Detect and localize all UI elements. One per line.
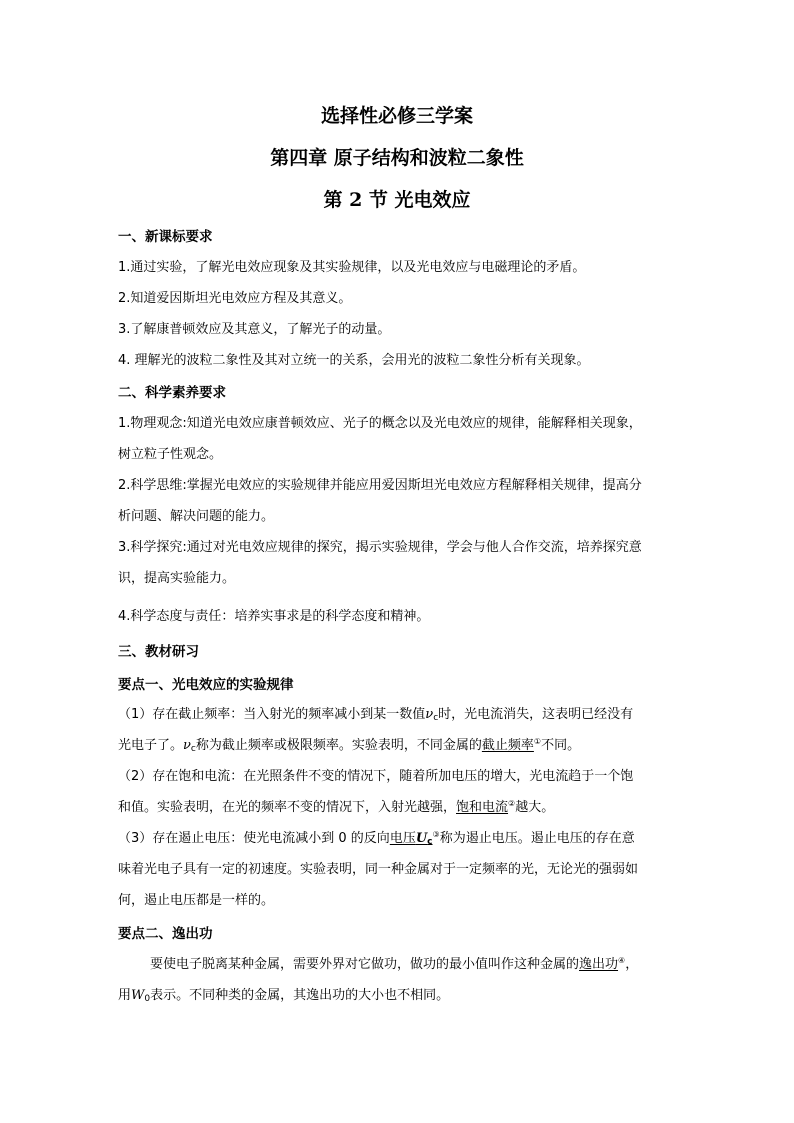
- literacy-item-1b: 树立粒子性观念。: [118, 447, 223, 462]
- literacy-item-2b: 析问题、解决问题的能力。: [118, 509, 275, 524]
- heading-new-standard: 一、新课标要求: [118, 229, 213, 245]
- term-stopping-voltage: 电压$U_c$: [389, 831, 433, 847]
- kp1-para3-line1: （3）存在遏止电压：使光电流减小到 0 的反向电压$U_c^③$称为遏止电压。遏止电压的存在意: [118, 830, 635, 847]
- kp2-para-line1: 要使电子脱离某种金属，需要外界对它做功，做功的最小值叫作这种金属的逸出功④，: [150, 956, 639, 972]
- standard-item-4: 4. 理解光的波粒二象性及其对立统一的关系，会用光的波粒二象性分析有关现象。: [118, 353, 590, 368]
- heading-key-point-1: 要点一、光电效应的实验规律: [118, 677, 294, 693]
- literacy-item-3b: 识，提高实验能力。: [118, 571, 236, 586]
- chapter-title: 第四章 原子结构和波粒二象性: [270, 147, 524, 169]
- heading-textbook-study: 三、教材研习: [118, 644, 199, 660]
- footnote-ref-1: ①: [533, 737, 542, 746]
- kp1-para2-line2: 和值。实验表明，在光的频率不变的情况下，入射光越强，饱和电流②越大。: [118, 799, 555, 815]
- literacy-item-2a: 2.科学思维:掌握光电效应的实验规律并能应用爱因斯坦光电效应方程解释相关规律，提高分: [118, 478, 642, 493]
- footnote-ref-3: ③: [432, 830, 440, 839]
- literacy-item-3a: 3.科学探究:通过对光电效应规律的探究，揭示实验规律，学会与他人合作交流，培养探究意: [118, 540, 642, 555]
- kp1-para3-line2: 味着光电子具有一定的初速度。实验表明，同一种金属对于一定频率的光，无论光的强弱如: [118, 862, 639, 877]
- standard-item-3: 3.了解康普顿效应及其意义，了解光子的动量。: [118, 322, 391, 337]
- section-title: 第 2 节 光电效应: [323, 189, 471, 211]
- term-work-function: 逸出功: [579, 957, 619, 972]
- heading-key-point-2: 要点二、逸出功: [118, 926, 213, 942]
- doc-title: 选择性必修三学案: [320, 105, 473, 127]
- footnote-ref-4: ④: [618, 956, 626, 965]
- kp2-para-line2: 用$W_0$表示。不同种类的金属，其逸出功的大小也不相同。: [118, 988, 450, 1004]
- kp1-para3-line3: 何，遏止电压都是一样的。: [118, 893, 275, 908]
- standard-item-1: 1.通过实验，了解光电效应现象及其实验规律，以及光电效应与电磁理论的矛盾。: [118, 260, 586, 275]
- nu-symbol: ν: [425, 707, 434, 722]
- work-function-symbol: W: [131, 988, 145, 1003]
- literacy-item-4: 4.科学态度与责任：培养实事求是的科学态度和精神。: [118, 609, 430, 624]
- footnote-ref-2: ②: [508, 799, 516, 808]
- kp1-para1-line1: （1）存在截止频率：当入射光的频率减小到某一数值$\nu_c$时，光电流消失，这表明已经没有: [118, 707, 634, 723]
- term-cutoff-frequency: 截止频率: [481, 738, 534, 753]
- heading-literacy: 二、科学素养要求: [118, 385, 226, 401]
- term-saturation-current: 饱和电流: [456, 800, 509, 815]
- kp1-para1-line2: 光电子了。$\nu_c$称为截止频率或极限频率。实验表明，不同金属的截止频率①不同。: [118, 737, 581, 754]
- standard-item-2: 2.知道爱因斯坦光电效应方程及其意义。: [118, 291, 352, 306]
- kp1-para2-line1: （2）存在饱和电流：在光照条件不变的情况下，随着所加电压的增大，光电流趋于一个饱: [118, 769, 634, 784]
- literacy-item-1a: 1.物理观念:知道光电效应康普顿效应、光子的概念以及光电效应的规律，能解释相关现象，: [118, 416, 642, 431]
